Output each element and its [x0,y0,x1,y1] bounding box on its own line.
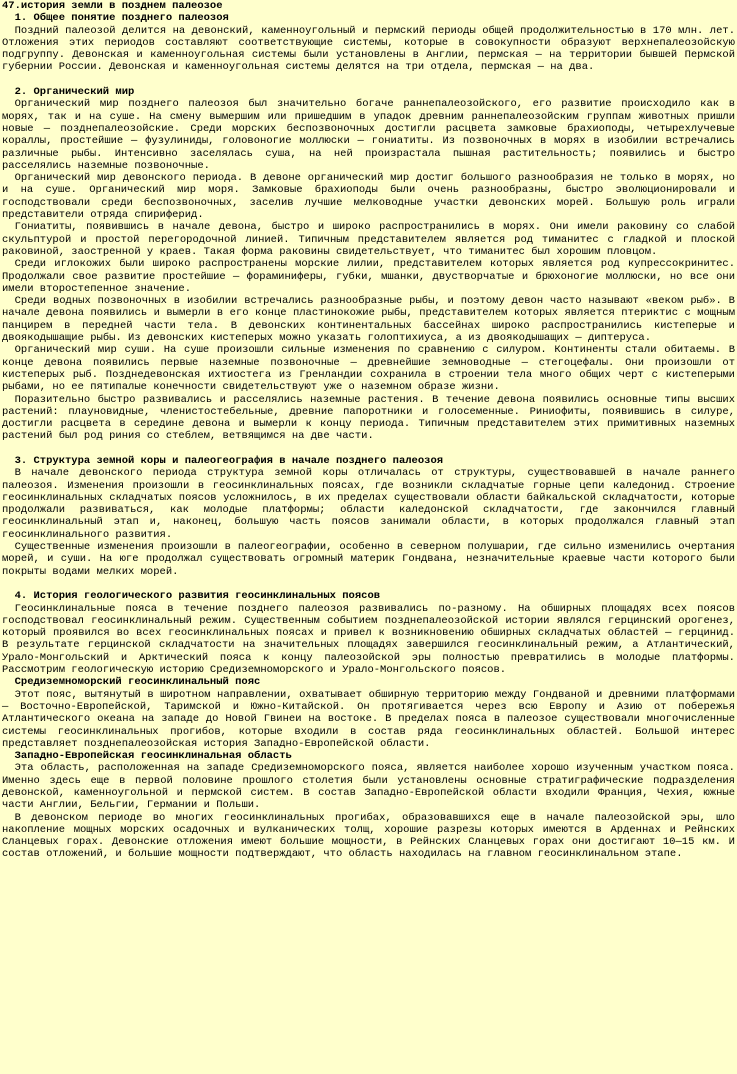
subsection-heading-west-european: Западно-Европейская геосинклинальная область [14,750,292,763]
paragraph: Органический мир девонского периода. В девоне органический мир достиг большого разнообразия не только в морях, но и на суше. Органический мир моря. Замковые брахиоподы были очень разнообразны, быстро эволюционировали и господствовали среди беспозвоночных, заселив лучшие мелководные участки девонских морей. Большую роль играли представители отряда спириферид. [2,172,735,222]
section-heading-1: 1. Общее понятие позднего палеозоя [14,12,229,25]
paragraph: Среди иглокожих были широко распространены морские лилии, представителем которых является род купрессокринитес. Продолжали свое развитие простейшие — фораминиферы, губки, мшанки, двустворчатые и брюхоногие моллюски, но все они имели второстепенное значение. [2,258,735,295]
paragraph: Органический мир суши. На суше произошли сильные изменения по сравнению с силуром. Континенты стали обитаемы. В конце девона появились первые наземные позвоночные — древнейшие земноводные — стегоцефалы. Они произошли от кистеперых рыб. Позднедевонская ихтиостега из Гренландии сохранила в строении тела много общих черт с кистеперыми рыбами, но ее пятипалые конечности свидетельствуют уже о наземном образе жизни. [2,344,735,394]
subsection-heading-mediterranean: Средиземноморский геосинклинальный пояс [14,676,261,689]
paragraph: Поразительно быстро развивались и расселялись наземные растения. В течение девона появились основные типы высших растений: плауновидные, членистостебельные, древние папоротники и голосеменные. Риниофиты, появившись в силуре, достигли расцвета в середине девона и вымерли к концу периода. Типичным представителем этих примитивных наземных растений был род риния со стеблем, ветвящимся на две части. [2,393,735,443]
paragraph: В начале девонского периода структура земной коры отличалась от структуры, существовавшей в начале раннего палеозоя. Изменения произошли в геосинклинальных поясах, где возникли складчатые горные цепи каледонид. Строение геосинклинальных складчатых поясов усложнилось, в их пределах существовали области байкальской складчатости, которые продолжали развиваться, как молодые платформы; области каледонской складчатости, где закончился главный геосинклинальный этап и, наконец, большую часть поясов занимали области, в которых продолжался главный этап геосинклинального развития. [2,467,735,541]
paragraph: В девонском периоде во многих геосинклинальных прогибах, образовавшихся еще в начале палеозойской эры, шло накопление мощных морских осадочных и вулканических толщ, хорошие разрезы которых имеются в Арденнах и Рейнских Сланцевых горах. Девонские отложения имеют большие мощности, в Рейнских Сланцевых горах они достигают 10—15 км. И состав отложений, и большие мощности подтверждают, что область находилась на главном геосинклинальном этапе. [2,811,735,861]
spacer [2,443,735,455]
page-title: 47.история земли в позднем палеозое [2,0,223,12]
section-heading-4: 4. История геологического развития геосинклинальных поясов [14,590,381,603]
paragraph: Геосинклинальные пояса в течение позднего палеозоя развивались по-разному. На обширных площадях всех поясов господствовал геосинклинальный режим. Существенным событием позднепалеозойской истории являлся герцинский орогенез, который проявился во всех геосинклинальных поясах и привел к возникновению обширных складчатых областей — герцинид. В результате герцинской складчатости на значительных площадях завершился геосинклинальный режим, а Атлантический, Урало-Монгольский и Арктический пояса к концу палеозойской эры полностью превратились в молодые платформы. Рассмотрим геологическую историю Средиземноморского и Урало-Монгольского поясов. [2,602,735,677]
paragraph: Органический мир позднего палеозоя был значительно богаче раннепалеозойского, его развитие происходило как в морях, так и на суше. На смену вымершим или пришедшим в упадок древним раннепалеозойским группам животных пришли новые — позднепалеозойские. Среди морских беспозвоночных достигли расцвета замковые брахиоподы, четырехлучевые кораллы, простейшие — фузулиниды, головоногие моллюски — гониатиты. Из позвоночных в морях в изобилии встречались различные рыбы. Интенсивно заселялась суша, на ней произрастала пышная растительность; появились и быстро расселялись наземные позвоночные. [2,98,735,172]
paragraph: Этот пояс, вытянутый в широтном направлении, охватывает обширную территорию между Гондваной и древними платформами — Восточно-Европейской, Таримской и Южно-Китайской. Он протягивается через всю Европу и Азию от побережья Атлантического океана на западе до Новой Гвинеи на востоке. В пределах пояса в палеозое существовали многочисленные системы геосинклинальных прогибов, которые входили в состав ряда геосинклинальных областей. Большой интерес представляет позднепалеозойская история Западно-Европейской области. [2,688,735,750]
paragraph: Поздний палеозой делится на девонский, каменноугольный и пермский периоды общей продолжительностью в 170 млн. лет. Отложения этих периодов составляют соответствующие системы, которые в совокупности образуют верхнепалеозойскую подгруппу. Девонская и каменноугольная системы были установлены в Англии, пермская — на территории бывшей Пермской губернии России. Девонская и каменноугольная системы делятся на три отдела, пермская — на два. [2,24,735,74]
paragraph: Существенные изменения произошли в палеогеографии, особенно в северном полушарии, где сильно изменились очертания морей, и суши. На юге продолжал существовать огромный материк Гондвана, незначительные краевые части которого были покрыты водами мелких морей. [2,541,735,578]
paragraph: Гониатиты, появившись в начале девона, быстро и широко распространились в морях. Они имели раковину со слабой скульптурой и простой перегородочной линией. Типичным представителем является род тиманитес с гладкой и плоской раковиной, заостренной у краев. Такая форма раковины свидетельствует, что тиманитес был хорошим пловцом. [2,221,735,258]
paragraph: Эта область, расположенная на западе Средиземноморского пояса, является наиболее хорошо изученным участком пояса. Именно здесь еще в первой половине прошлого столетия были установлены основные стратиграфические подразделения девонской, каменноугольной и пермской систем. В состав Западно-Европейской области входили Франция, Чехия, южные части Англии, Бельгии, Германии и Польши. [2,762,735,812]
section-heading-2: 2. Органический мир [14,86,135,99]
spacer [2,74,735,86]
spacer [2,578,735,590]
section-heading-3: 3. Структура земной коры и палеогеография в начале позднего палеозоя [14,454,444,467]
paragraph: Среди водных позвоночных в изобилии встречались разнообразные рыбы, и поэтому девон часто называют «веком рыб». В начале девона появились и вымерли в его конце пластинокожие рыбы, представителем которых является птериктис с мощным панцирем в передней части тела. В девонских континентальных бассейнах широко распространились кистеперые и двоякодышащие рыбы. Из девонских кистеперых можно указать голоптихиуса, а из двоякодышащих — диптеруса. [2,295,735,345]
